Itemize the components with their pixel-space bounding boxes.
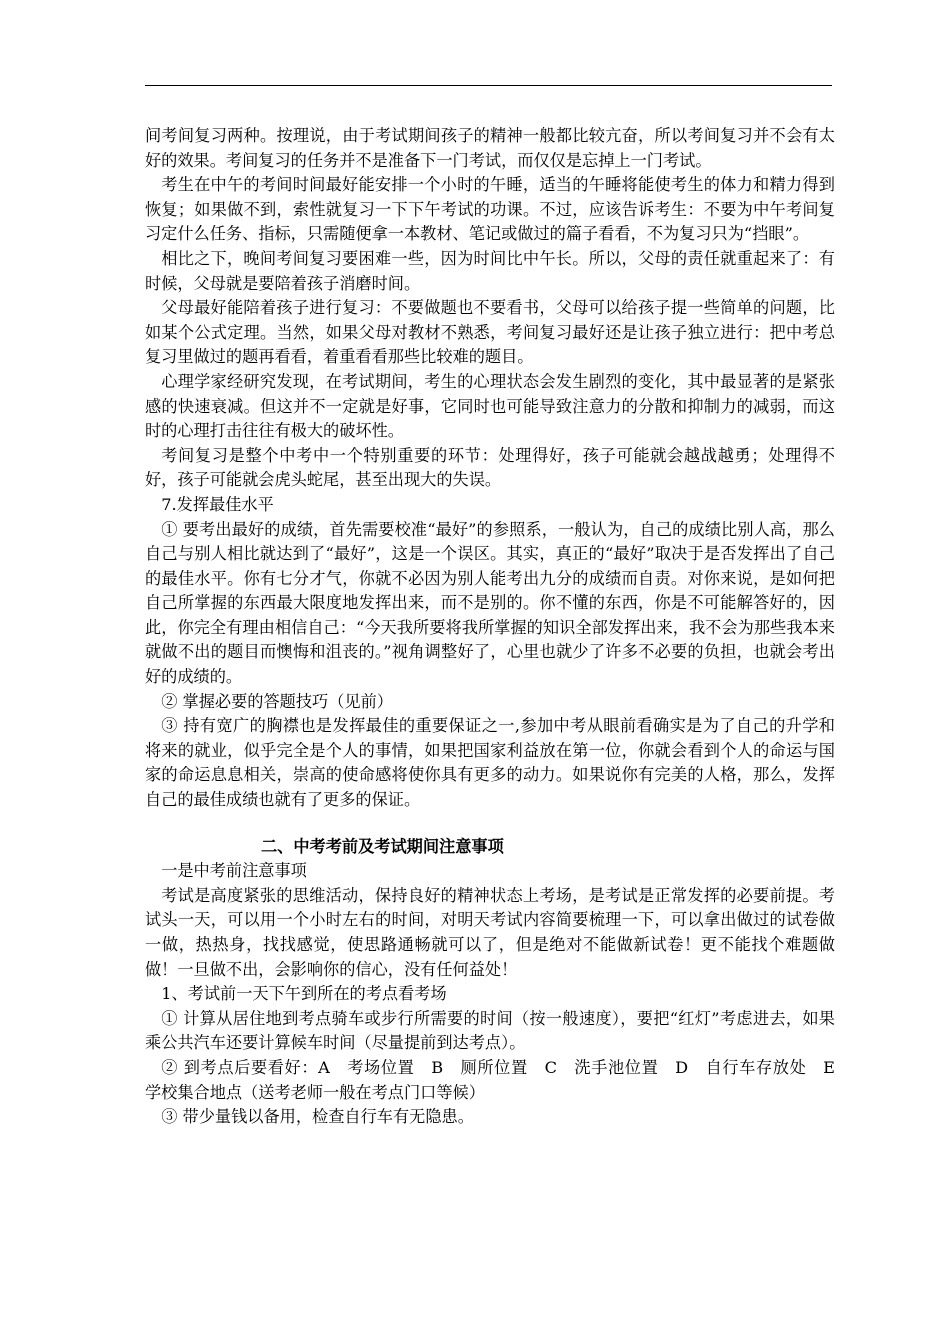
paragraph: 间考间复习两种。按理说，由于考试期间孩子的精神一般都比较亢奋，所以考间复习并不会有太好的效果。考间复习的任务并不是准备下一门考试，而仅仅是忘掉上一门考试。 [145, 126, 835, 170]
subsection-heading: 7.发挥最佳水平 [161, 494, 274, 514]
list-item: ③ 持有宽广的胸襟也是发挥最佳的重要保证之一,参加中考从眼前看确实是为了自己的升学和将来的就业，似乎完全是个人的事情，如果把国家利益放在第一位，你就会看到个人的命运与国家的命运息息相关，崇高的使命感将使你具有更多的动力。如果说你有完美的人格，那么，发挥自己的最佳成绩也就有了更多的保证。 [145, 716, 835, 810]
list-item: ③ 带少量钱以备用，检查自行车有无隐患。 [161, 1107, 474, 1127]
paragraph: 父母最好能陪着孩子进行复习：不要做题也不要看书，父母可以给孩子提一些简单的问题，比如某个公式定理。当然，如果父母对教材不熟悉，考间复习最好还是让孩子独立进行：把中考总复习里做过的题再看看，着重看看那些比较难的题目。 [145, 298, 835, 367]
list-item: ② 到考点后要看好：A 考场位置 B 厕所位置 C 洗手池位置 D 自行车存放处 E 学校集合地点（送考老师一般在考点门口等候） [145, 1057, 852, 1102]
subsection-heading: 一是中考前注意事项 [161, 861, 307, 881]
paragraph: 考间复习是整个中考中一个特别重要的环节：处理得好，孩子可能就会越战越勇；处理得不好，孩子可能就会虎头蛇尾，甚至出现大的失误。 [145, 445, 835, 490]
list-item: ① 要考出最好的成绩，首先需要校准“最好”的参照系，一般认为，自己的成绩比别人高，那么自己与别人相比就达到了“最好”，这是一个误区。其实，真正的“最好”取决于是否发挥出了自己的最佳水平。你有七分才气，你就不必因为别人能考出九分的成绩而自责。对你来说，是如何把自己所掌握的东西最大限度地发挥出来，而不是别的。你不懂的东西，你是不可能解答好的，因此，你完全有理由相信自己：“今天我所要将我所掌握的知识全部发挥出来，我不会为那些我本来就做不出的题目而懊悔和沮丧的。”视角调整好了，心里也就少了许多不必要的负担，也就会考出好的成绩的。 [145, 519, 835, 687]
list-item: ① 计算从居住地到考点骑车或步行所需要的时间（按一般速度），要把“红灯”考虑进去，如果乘公共汽车还要计算候车时间（尽量提前到达考点）。 [145, 1008, 835, 1053]
paragraph: 考试是高度紧张的思维活动，保持良好的精神状态上考场，是考试是正常发挥的必要前提。考试头一天，可以用一个小时左右的时间，对明天考试内容简要梳理一下，可以拿出做过的试卷做一做，热热身，找找感觉，使思路通畅就可以了，但是绝对不能做新试卷！更不能找个难题做做！一旦做不出，会影响你的信心，没有任何益处！ [145, 885, 835, 979]
subsection-heading: 1、考试前一天下午到所在的考点看考场 [161, 984, 447, 1004]
paragraph: 心理学家经研究发现，在考试期间，考生的心理状态会发生剧烈的变化，其中最显著的是紧张感的快速衰减。但这并不一定就是好事，它同时也可能导致注意力的分散和抑制力的减弱，而这时的心理打击往往有极大的破坏性。 [145, 371, 835, 441]
section-heading: 二、中考考前及考试期间注意事项 [261, 836, 504, 856]
list-item: ② 掌握必要的答题技巧（见前） [161, 691, 393, 711]
document-body [145, 124, 852, 1130]
header-rule [145, 85, 832, 86]
paragraph: 相比之下，晚间考间复习要困难一些，因为时间比中午长。所以，父母的责任就重起来了：有时候，父母就是要陪着孩子消磨时间。 [145, 248, 835, 293]
paragraph: 考生在中午的考间时间最好能安排一个小时的午睡，适当的午睡将能使考生的体力和精力得到恢复；如果做不到，索性就复习一下下午考试的功课。不过，应该告诉考生：不要为中午考间复习定什么任务、指标，只需随便拿一本教材、笔记或做过的篇子看看，不为复习只为“挡眼”。 [145, 175, 835, 244]
